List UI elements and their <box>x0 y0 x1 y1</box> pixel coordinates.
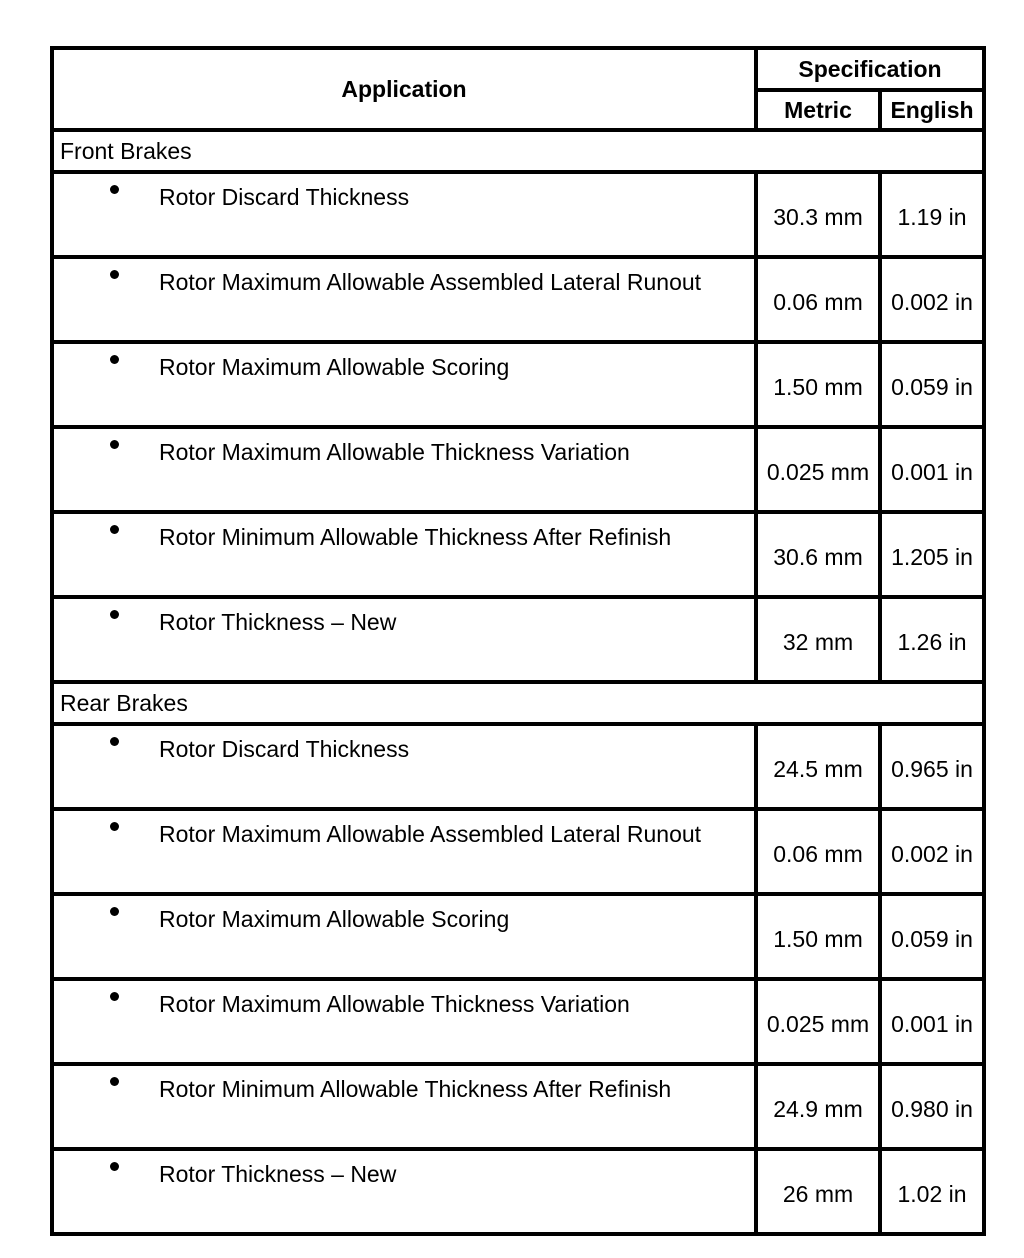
row-label: Rotor Maximum Allowable Scoring <box>159 906 510 932</box>
english-value: 0.001 in <box>880 427 984 512</box>
english-value: 0.002 in <box>880 809 984 894</box>
bullet-icon <box>110 525 119 534</box>
metric-value: 26 mm <box>756 1149 880 1234</box>
bullet-icon <box>110 907 119 916</box>
row-label: Rotor Maximum Allowable Assembled Lateral Runout <box>159 821 702 847</box>
application-cell <box>52 1149 756 1234</box>
bullet-icon <box>110 440 119 449</box>
rear-brakes-section <box>52 682 984 1234</box>
bullet-icon <box>110 822 119 831</box>
english-value: 0.980 in <box>880 1064 984 1149</box>
metric-value: 30.6 mm <box>756 512 880 597</box>
english-value: 1.26 in <box>880 597 984 682</box>
english-value: 0.001 in <box>880 979 984 1064</box>
section-title-front-brakes: Front Brakes <box>52 130 984 172</box>
metric-value: 0.025 mm <box>756 979 880 1064</box>
brake-rotor-spec-table <box>50 46 986 1236</box>
metric-value: 1.50 mm <box>756 342 880 427</box>
metric-value: 30.3 mm <box>756 172 880 257</box>
application-header: Application <box>52 48 756 130</box>
application-cell <box>52 172 756 257</box>
bullet-icon <box>110 1162 119 1171</box>
application-cell <box>52 257 756 342</box>
metric-header: Metric <box>756 90 880 130</box>
bullet-icon <box>110 737 119 746</box>
english-value: 1.02 in <box>880 1149 984 1234</box>
front-brakes-section <box>52 130 984 682</box>
row-label: Rotor Minimum Allowable Thickness After Refinish <box>159 1076 672 1102</box>
metric-value: 24.5 mm <box>756 724 880 809</box>
row-label: Rotor Minimum Allowable Thickness After Refinish <box>159 524 672 550</box>
section-title-rear-brakes: Rear Brakes <box>52 682 984 724</box>
table-row <box>52 979 984 1064</box>
application-cell <box>52 342 756 427</box>
row-label: Rotor Thickness – New <box>159 609 397 635</box>
table-row <box>52 597 984 682</box>
table-row <box>52 257 984 342</box>
table-row <box>52 894 984 979</box>
row-label: Rotor Maximum Allowable Thickness Variation <box>159 439 630 465</box>
metric-value: 0.025 mm <box>756 427 880 512</box>
table-row <box>52 809 984 894</box>
metric-value: 0.06 mm <box>756 257 880 342</box>
specification-header: Specification <box>756 48 984 90</box>
row-label: Rotor Thickness – New <box>159 1161 397 1187</box>
application-cell <box>52 512 756 597</box>
bullet-icon <box>110 270 119 279</box>
table-row <box>52 1064 984 1149</box>
application-cell <box>52 427 756 512</box>
bullet-icon <box>110 610 119 619</box>
application-cell <box>52 894 756 979</box>
metric-value: 24.9 mm <box>756 1064 880 1149</box>
row-label: Rotor Discard Thickness <box>159 184 410 210</box>
metric-value: 0.06 mm <box>756 809 880 894</box>
english-header: English <box>880 90 984 130</box>
english-value: 0.059 in <box>880 894 984 979</box>
table-row <box>52 1149 984 1234</box>
table-row <box>52 512 984 597</box>
application-cell <box>52 1064 756 1149</box>
metric-value: 1.50 mm <box>756 894 880 979</box>
bullet-icon <box>110 992 119 1001</box>
application-cell <box>52 809 756 894</box>
english-value: 1.19 in <box>880 172 984 257</box>
application-cell <box>52 724 756 809</box>
application-cell <box>52 597 756 682</box>
english-value: 0.965 in <box>880 724 984 809</box>
row-label: Rotor Maximum Allowable Assembled Lateral Runout <box>159 269 702 295</box>
table-row <box>52 427 984 512</box>
table-header <box>52 48 984 130</box>
bullet-icon <box>110 355 119 364</box>
bullet-icon <box>110 185 119 194</box>
english-value: 1.205 in <box>880 512 984 597</box>
application-cell <box>52 979 756 1064</box>
english-value: 0.059 in <box>880 342 984 427</box>
metric-value: 32 mm <box>756 597 880 682</box>
table-row <box>52 342 984 427</box>
row-label: Rotor Maximum Allowable Thickness Variation <box>159 991 630 1017</box>
bullet-icon <box>110 1077 119 1086</box>
table-row <box>52 724 984 809</box>
row-label: Rotor Maximum Allowable Scoring <box>159 354 510 380</box>
row-label: Rotor Discard Thickness <box>159 736 410 762</box>
english-value: 0.002 in <box>880 257 984 342</box>
table-row <box>52 172 984 257</box>
